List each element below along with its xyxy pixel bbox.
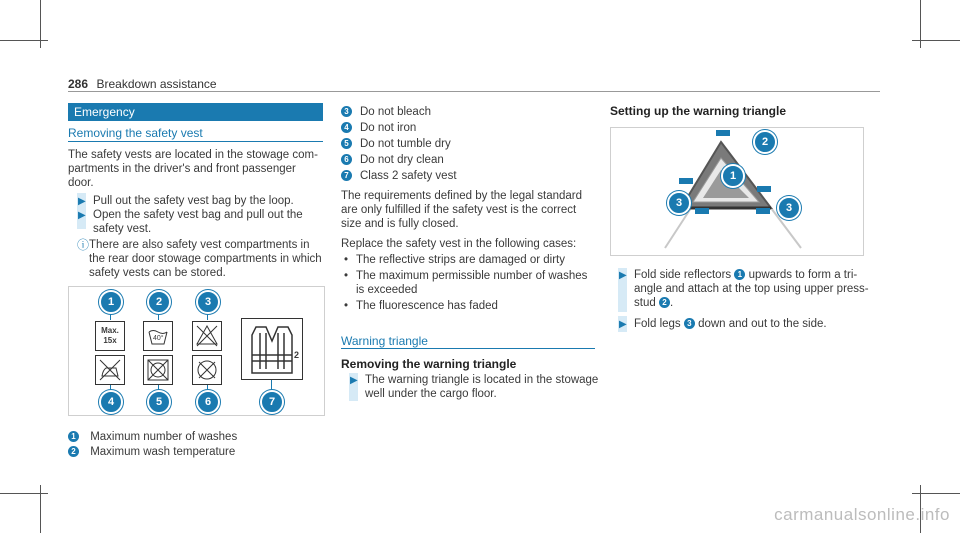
- legend-text: Do not iron: [360, 122, 417, 134]
- figure-badge: 3: [667, 191, 691, 215]
- legend-item: [68, 445, 235, 459]
- replace-intro: Replace the safety vest in the following cases:: [341, 238, 577, 250]
- info-note: [68, 238, 323, 280]
- arrow-marker: [756, 208, 770, 214]
- step-arrow-icon: ▶: [350, 375, 358, 386]
- figure-badge: 3: [196, 290, 220, 314]
- legend-text: Maximum number of washes: [90, 431, 238, 443]
- figure-badge: 4: [99, 390, 123, 414]
- step-line: [634, 317, 827, 331]
- no-tumble-dry-symbol: [143, 355, 173, 385]
- legend-list: [341, 105, 596, 185]
- step-text: Fold legs: [634, 318, 681, 330]
- bullet-text: The maximum permissible number of washes: [356, 270, 588, 282]
- step-text: Open the safety vest bag and pull out the: [93, 209, 303, 221]
- symbol-text: 15x: [103, 336, 117, 345]
- crop-mark: [912, 40, 960, 41]
- bullet-text: is exceeded: [356, 284, 418, 296]
- bullet-dot: •: [344, 254, 349, 266]
- legend-text: Do not dry clean: [360, 154, 444, 166]
- legend-number: 5: [341, 138, 352, 149]
- care-label-figure: [68, 286, 325, 416]
- step-text: angle and attach at the top using upper press-: [634, 283, 869, 295]
- page-number: 286: [68, 77, 89, 91]
- text-line: The requirements defined by the legal standard: [341, 190, 583, 202]
- step-text: safety vest.: [93, 223, 152, 235]
- inline-number: 1: [734, 269, 745, 280]
- text-line: There are also safety vest compartments in: [89, 239, 310, 251]
- text-line: size and is fully closed.: [341, 218, 459, 230]
- badge-stem: [110, 314, 111, 320]
- figure-badge: 2: [753, 130, 777, 154]
- inline-number: 2: [659, 297, 670, 308]
- vest-class-symbol: [241, 318, 303, 380]
- crop-mark: [0, 40, 48, 41]
- step-item: [350, 373, 599, 400]
- warning-triangle-illustration: [611, 128, 863, 255]
- step-text: The warning triangle is located in the stowage: [365, 374, 599, 386]
- safety-vest-icon: [242, 319, 302, 379]
- no-iron-symbol: [95, 355, 125, 385]
- subtitle-rule: [68, 141, 323, 142]
- text-line: door.: [68, 177, 94, 189]
- step-arrow-icon: ▶: [78, 196, 86, 207]
- text-line: partments in the driver's and front passenger: [68, 163, 296, 175]
- wash-temp-text: 40°: [153, 335, 164, 342]
- no-iron-icon: [96, 356, 124, 384]
- step-text: well under the cargo floor.: [365, 388, 497, 400]
- step-item: [619, 317, 827, 332]
- warning-triangle-figure: [610, 127, 864, 256]
- wash-temp-symbol: [143, 321, 173, 351]
- arrow-marker: [757, 186, 771, 192]
- step-text: Pull out the safety vest bag by the loop.: [93, 195, 294, 207]
- crop-mark: [0, 493, 48, 494]
- step-text: .: [669, 297, 674, 309]
- figure-badge: 1: [99, 290, 123, 314]
- info-icon: ⓘ: [77, 238, 90, 252]
- step-arrow-icon: ▶: [619, 319, 627, 330]
- bullet-dot: •: [344, 270, 349, 282]
- step-line: [634, 296, 673, 310]
- watermark-text: carmanualsonline.info: [774, 505, 950, 524]
- vest-class-label: 2: [294, 350, 300, 360]
- step-item: [78, 194, 294, 209]
- figure-badge: 6: [196, 390, 220, 414]
- emergency-bar: Emergency: [68, 103, 323, 121]
- no-tumble-dry-icon: [144, 356, 172, 384]
- legend-number: 4: [341, 122, 352, 133]
- section-title: Breakdown assistance: [96, 77, 217, 91]
- bullet-text: The reflective strips are damaged or dirty: [356, 254, 566, 266]
- legend-text: Maximum wash temperature: [90, 446, 236, 458]
- removing-triangle-heading: Removing the warning triangle: [341, 357, 517, 371]
- text-line: The safety vests are located in the stowage com-: [68, 149, 318, 161]
- no-bleach-symbol: [192, 321, 222, 351]
- step-text: upwards to form a tri-: [748, 269, 858, 281]
- legend-text: Class 2 safety vest: [360, 170, 457, 182]
- figure-badge: 2: [147, 290, 171, 314]
- legend-text: Do not tumble dry: [360, 138, 451, 150]
- bullet-dot: •: [344, 300, 349, 312]
- step-item: [619, 268, 879, 309]
- subtitle-rule: [341, 348, 595, 349]
- arrow-marker: [679, 178, 693, 184]
- figure-badge: 1: [721, 164, 745, 188]
- no-dry-clean-symbol: [192, 355, 222, 385]
- text-line: the rear door stowage compartments in which: [89, 253, 322, 265]
- bullet-list: [341, 253, 596, 315]
- no-dry-clean-icon: [193, 356, 221, 384]
- max-washes-symbol: [95, 321, 125, 351]
- intro-text: [68, 148, 323, 190]
- step-item: [78, 208, 303, 235]
- legend-item: [341, 169, 596, 185]
- legend-item: [341, 121, 596, 137]
- requirements-text: [341, 189, 596, 231]
- figure-badge: 7: [260, 390, 284, 414]
- step-text: stud: [634, 297, 656, 309]
- bullet-item: [341, 299, 596, 315]
- crop-mark: [912, 493, 960, 494]
- legend-item: [341, 153, 596, 169]
- text-line: are only fulfilled if the safety vest is the correct: [341, 204, 577, 216]
- step-text: down and out to the side.: [698, 318, 827, 330]
- arrow-marker: [695, 208, 709, 214]
- setting-up-heading: Setting up the warning triangle: [610, 104, 787, 118]
- legend-number: 1: [68, 431, 79, 442]
- legend-item: [341, 137, 596, 153]
- step-line: [634, 268, 857, 282]
- header-rule: [68, 91, 880, 92]
- step-text: Fold side reflectors: [634, 269, 732, 281]
- figure-badge: 5: [147, 390, 171, 414]
- legend-text: Do not bleach: [360, 106, 431, 118]
- symbol-text: Max.: [101, 326, 119, 335]
- figure-badge: 3: [777, 196, 801, 220]
- legend-number: 2: [68, 446, 79, 457]
- text-line: safety vests can be stored.: [89, 267, 226, 279]
- legend-number: 6: [341, 154, 352, 165]
- inline-number: 3: [684, 318, 695, 329]
- bullet-text: The fluorescence has faded: [356, 300, 498, 312]
- subtitle-warning-triangle: Warning triangle: [341, 334, 428, 348]
- step-arrow-icon: ▶: [78, 210, 86, 221]
- legend-number: 7: [341, 170, 352, 181]
- legend-item: [68, 430, 237, 444]
- badge-stem: [207, 314, 208, 320]
- step-arrow-icon: ▶: [619, 270, 627, 281]
- arrow-marker: [716, 130, 730, 136]
- legend-number: 3: [341, 106, 352, 117]
- badge-stem: [158, 314, 159, 320]
- no-bleach-icon: [193, 322, 221, 350]
- legend-item: [341, 105, 596, 121]
- bullet-item: [341, 269, 596, 299]
- bullet-item: [341, 253, 596, 269]
- subtitle-safety-vest: Removing the safety vest: [68, 126, 203, 140]
